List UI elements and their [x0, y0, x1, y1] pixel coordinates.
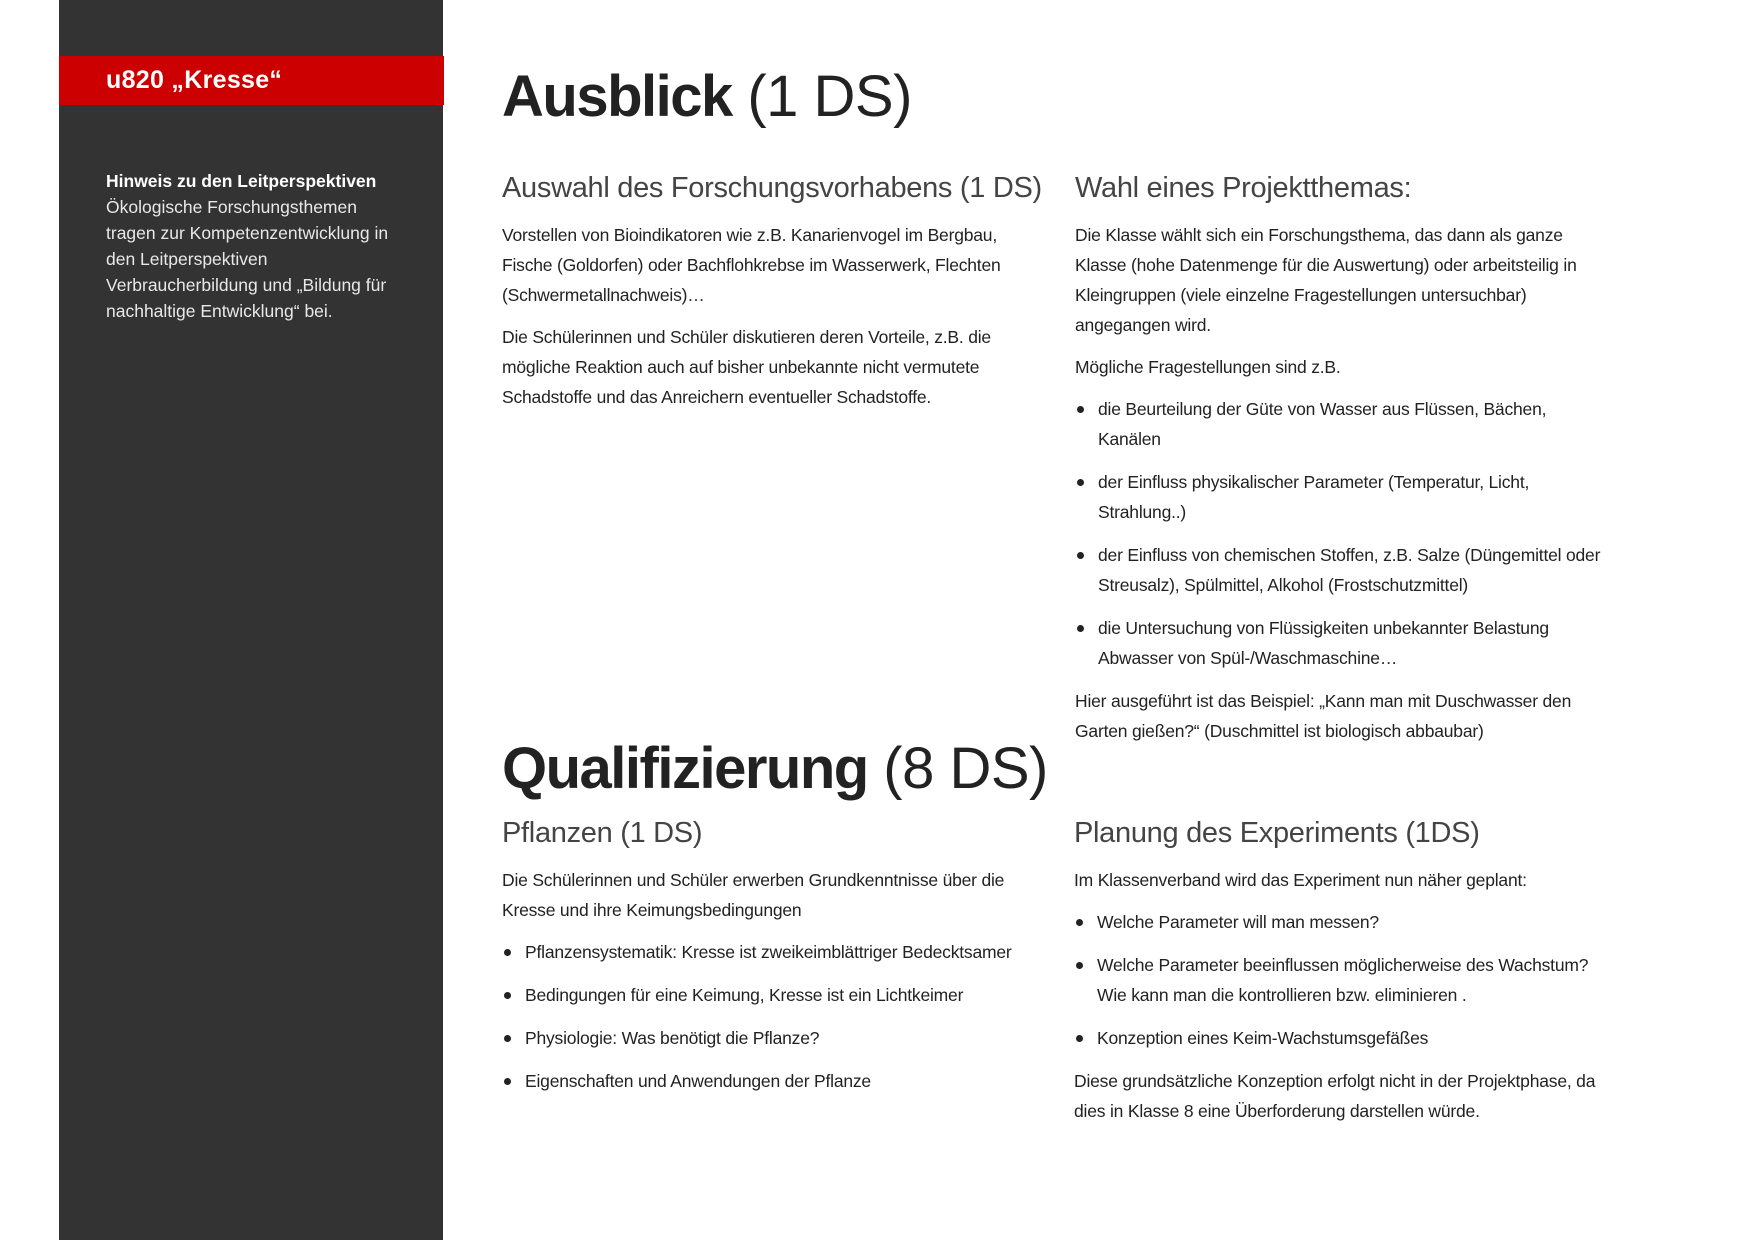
list-item [1074, 950, 1604, 1010]
ausblick-left-column [502, 170, 1042, 424]
list-item [502, 937, 1032, 967]
bullet-icon [504, 1078, 511, 1085]
subheading: Wahl eines Projektthemas: [1075, 172, 1412, 204]
bullet-list [1074, 907, 1604, 1053]
ausblick-right-column [1075, 170, 1605, 758]
paragraph: Vorstellen von Bioindikatoren wie z.B. Kanarienvogel im Bergbau, Fische (Goldorfen) oder Bachflohkrebse im Wasserwerk, Flechten (Schwermetallnachweis)… [502, 225, 1001, 305]
bullet-icon [1077, 625, 1084, 632]
section-title-bold: Ausblick [502, 64, 732, 129]
bullet-icon [1076, 962, 1083, 969]
paragraph: Hier ausgeführt ist das Beispiel: „Kann man mit Duschwasser den Garten gießen?“ (Duschmittel ist biologisch abbaubar) [1075, 691, 1572, 741]
note-text: Ökologische Forschungsthemen tragen zur Kompetenzentwicklung in den Leitperspektiven Verbraucherbildung und „Bildung für nachhaltige Entwicklung“ bei. [106, 197, 389, 321]
section-title-rest: (1 DS) [731, 64, 912, 129]
bullet-icon [1076, 919, 1083, 926]
bullet-list [502, 937, 1032, 1096]
bullet-icon [1077, 552, 1084, 559]
note-title: Hinweis zu den Leitperspektiven [106, 171, 377, 191]
bullet-icon [504, 949, 511, 956]
list-item-text: Konzeption eines Keim-Wachstumsgefäßes [1097, 1028, 1429, 1048]
paragraph: Die Schülerinnen und Schüler diskutieren deren Vorteile, z.B. die mögliche Reaktion auch auf bisher unbekannte nicht vermutete Schadstoffe und das Anreichern eventueller Schadstoffe. [502, 327, 991, 407]
paragraph: Im Klassenverband wird das Experiment nun näher geplant: [1074, 870, 1527, 890]
list-item [1074, 907, 1604, 937]
paragraph: Die Schülerinnen und Schüler erwerben Grundkenntnisse über die Kresse und ihre Keimungsbedingungen [502, 870, 1005, 920]
list-item-text: der Einfluss physikalischer Parameter (Temperatur, Licht, Strahlung..) [1098, 472, 1530, 522]
section-title-bold: Qualifizierung [502, 736, 868, 801]
sidebar-note [106, 168, 406, 324]
qualifizierung-right-column [1074, 815, 1604, 1138]
paragraph: Die Klasse wählt sich ein Forschungsthema, das dann als ganze Klasse (hohe Datenmenge für die Auswertung) oder arbeitsteilig in Kleingruppen (viele einzelne Fragestellungen untersuchbar) angegangen wird. [1075, 225, 1577, 335]
list-item-text: Welche Parameter will man messen? [1097, 912, 1379, 932]
section-title-rest: (8 DS) [867, 736, 1048, 801]
bullet-icon [504, 1035, 511, 1042]
paragraph: Mögliche Fragestellungen sind z.B. [1075, 357, 1341, 377]
bullet-icon [1076, 1035, 1083, 1042]
list-item-text: Physiologie: Was benötigt die Pflanze? [525, 1028, 820, 1048]
list-item [1075, 467, 1605, 527]
qualifizierung-left-column [502, 815, 1032, 1109]
list-item [502, 980, 1032, 1010]
list-item-text: Eigenschaften und Anwendungen der Pflanze [525, 1071, 871, 1091]
subheading: Auswahl des Forschungsvorhabens (1 DS) [502, 172, 1042, 204]
list-item-text: die Untersuchung von Flüssigkeiten unbekannter Belastung Abwasser von Spül-/Waschmaschine… [1098, 618, 1549, 668]
paragraph: Diese grundsätzliche Konzeption erfolgt nicht in der Projektphase, da dies in Klasse 8 eine Überforderung darstellen würde. [1074, 1071, 1596, 1121]
list-item [1075, 613, 1605, 673]
unit-tag: u820 „Kresse“ [59, 56, 444, 105]
list-item [1075, 540, 1605, 600]
list-item [502, 1023, 1032, 1053]
list-item [1074, 1023, 1604, 1053]
list-item-text: die Beurteilung der Güte von Wasser aus Flüssen, Bächen, Kanälen [1098, 399, 1547, 449]
bullet-list [1075, 394, 1605, 673]
list-item-text: Welche Parameter beeinflussen möglicherweise des Wachstum? Wie kann man die kontrollieren bzw. eliminieren . [1097, 955, 1589, 1005]
list-item-text: Pflanzensystematik: Kresse ist zweikeimblättriger Bedecktsamer [525, 942, 1012, 962]
subheading: Planung des Experiments (1DS) [1074, 817, 1480, 849]
bullet-icon [1077, 406, 1084, 413]
list-item [1075, 394, 1605, 454]
subheading: Pflanzen (1 DS) [502, 817, 703, 849]
section-title-ausblick [502, 64, 912, 129]
bullet-icon [504, 992, 511, 999]
list-item-text: der Einfluss von chemischen Stoffen, z.B. Salze (Düngemittel oder Streusalz), Spülmittel, Alkohol (Frostschutzmittel) [1098, 545, 1601, 595]
bullet-icon [1077, 479, 1084, 486]
section-title-qualifizierung [502, 736, 1048, 801]
list-item-text: Bedingungen für eine Keimung, Kresse ist ein Lichtkeimer [525, 985, 964, 1005]
list-item [502, 1066, 1032, 1096]
